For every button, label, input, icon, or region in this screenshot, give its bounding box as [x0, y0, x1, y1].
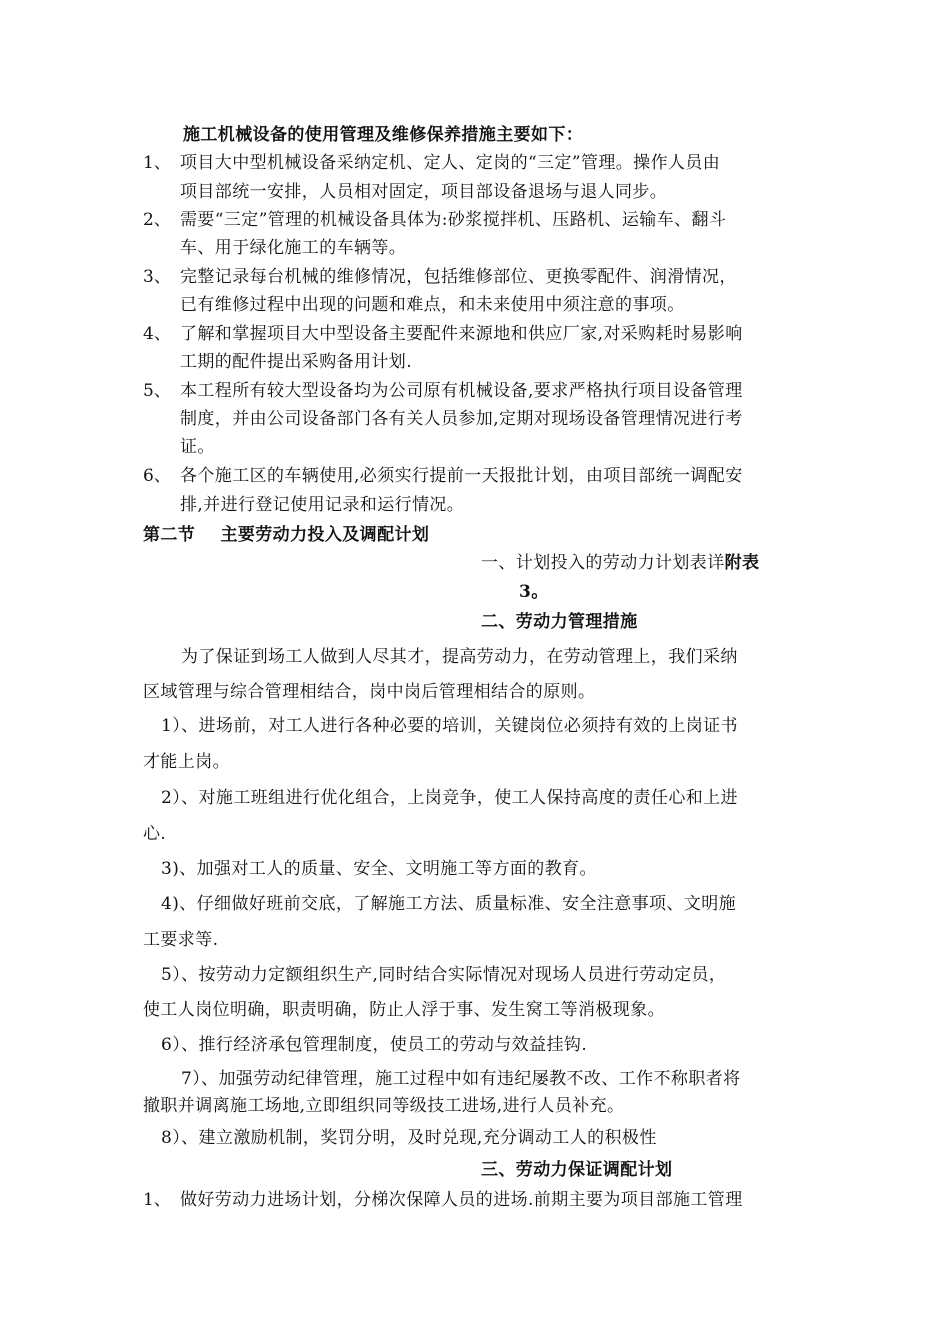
list-item-line: 各个施工区的车辆使用,必须实行提前一天报批计划，由项目部统一调配安 [180, 466, 743, 486]
subheading-1 [481, 551, 759, 575]
list-item-number: 6、 [143, 466, 171, 486]
subheading-1-cont: 3。 [519, 582, 549, 602]
list-item-line: 了解和掌握项目大中型设备主要配件来源地和供应厂家,对采购耗时易影响 [180, 324, 743, 344]
list-item-line: 完整记录每台机械的维修情况，包括维修部位、更换零配件、润滑情况， [180, 267, 737, 287]
labor-item-line: 使工人岗位明确，职责明确，防止人浮于事、发生窝工等消极现象。 [143, 1000, 665, 1020]
list-item-number: 3、 [143, 267, 171, 287]
list-item-line: 需要“三定”管理的机械设备具体为:砂浆搅拌机、压路机、运输车、翻斗 [180, 210, 727, 230]
paragraph-line: 为了保证到场工人做到人尽其才，提高劳动力，在劳动管理上，我们采纳 [181, 647, 738, 667]
subheading-3: 三、劳动力保证调配计划 [481, 1160, 673, 1180]
list-item-number: 2、 [143, 210, 171, 230]
labor-item-line: 6）、推行经济承包管理制度，使员工的劳动与效益挂钩. [161, 1035, 588, 1055]
list-item-line: 项目大中型机械设备采纳定机、定人、定岗的“三定”管理。操作人员由 [180, 153, 721, 173]
list-item-line: 本工程所有较大型设备均为公司原有机械设备,要求严格执行项目设备管理 [180, 381, 743, 401]
labor-item-line: 2）、对施工班组进行优化组合，上岗竞争，使工人保持高度的责任心和上进 [161, 788, 738, 808]
intro-heading: 施工机械设备的使用管理及维修保养措施主要如下： [183, 125, 584, 145]
labor-item-line: 工要求等. [143, 930, 219, 950]
section-heading: 第二节 主要劳动力投入及调配计划 [143, 525, 430, 545]
labor-item-line: 撤职并调离施工场地,立即组织同等级技工进场,进行人员补充。 [143, 1096, 625, 1116]
labor-item-line: 7）、加强劳动纪律管理，施工过程中如有违纪屡教不改、工作不称职者将 [181, 1069, 741, 1089]
list-item-line: 制度，并由公司设备部门各有关人员参加,定期对现场设备管理情况进行考 [180, 409, 743, 429]
labor-item-line: 才能上岗。 [143, 752, 230, 772]
list-item-line: 车、用于绿化施工的车辆等。 [180, 238, 407, 258]
labor-item-line: 5）、按劳动力定额组织生产,同时结合实际情况对现场人员进行劳动定员， [161, 965, 727, 985]
list-item-number: 4、 [143, 324, 171, 344]
labor-item-line: 心. [143, 824, 167, 844]
list-item-line: 证。 [180, 437, 215, 457]
labor-item-line: 3)、加强对工人的质量、安全、文明施工等方面的教育。 [161, 859, 597, 879]
list-item-line: 排,并进行登记使用记录和运行情况。 [180, 495, 465, 515]
subheading-2: 二、劳动力管理措施 [481, 612, 638, 632]
list-item-number: 5、 [143, 381, 171, 401]
labor-item-line: 4)、仔细做好班前交底，了解施工方法、质量标准、安全注意事项、文明施 [161, 894, 737, 914]
list-item-number: 1、 [143, 1190, 171, 1210]
list-item-line: 项目部统一安排，人员相对固定，项目部设备退场与退人同步。 [180, 182, 668, 202]
subheading-1-text: 一、计划投入的劳动力计划表详 [481, 553, 725, 573]
appendix-label: 附表 [724, 553, 760, 573]
list-item-line: 工期的配件提出采购备用计划. [180, 352, 413, 372]
list-item-line: 做好劳动力进场计划，分梯次保障人员的进场.前期主要为项目部施工管理 [180, 1190, 743, 1210]
paragraph-line: 区域管理与综合管理相结合，岗中岗后管理相结合的原则。 [143, 682, 596, 702]
labor-item-line: 1）、进场前，对工人进行各种必要的培训，关键岗位必须持有效的上岗证书 [161, 716, 738, 736]
list-item-line: 已有维修过程中出现的问题和难点，和未来使用中须注意的事项。 [180, 295, 685, 315]
labor-item-line: 8）、建立激励机制，奖罚分明，及时兑现,充分调动工人的积极性 [161, 1128, 657, 1148]
list-item-number: 1、 [143, 153, 171, 173]
